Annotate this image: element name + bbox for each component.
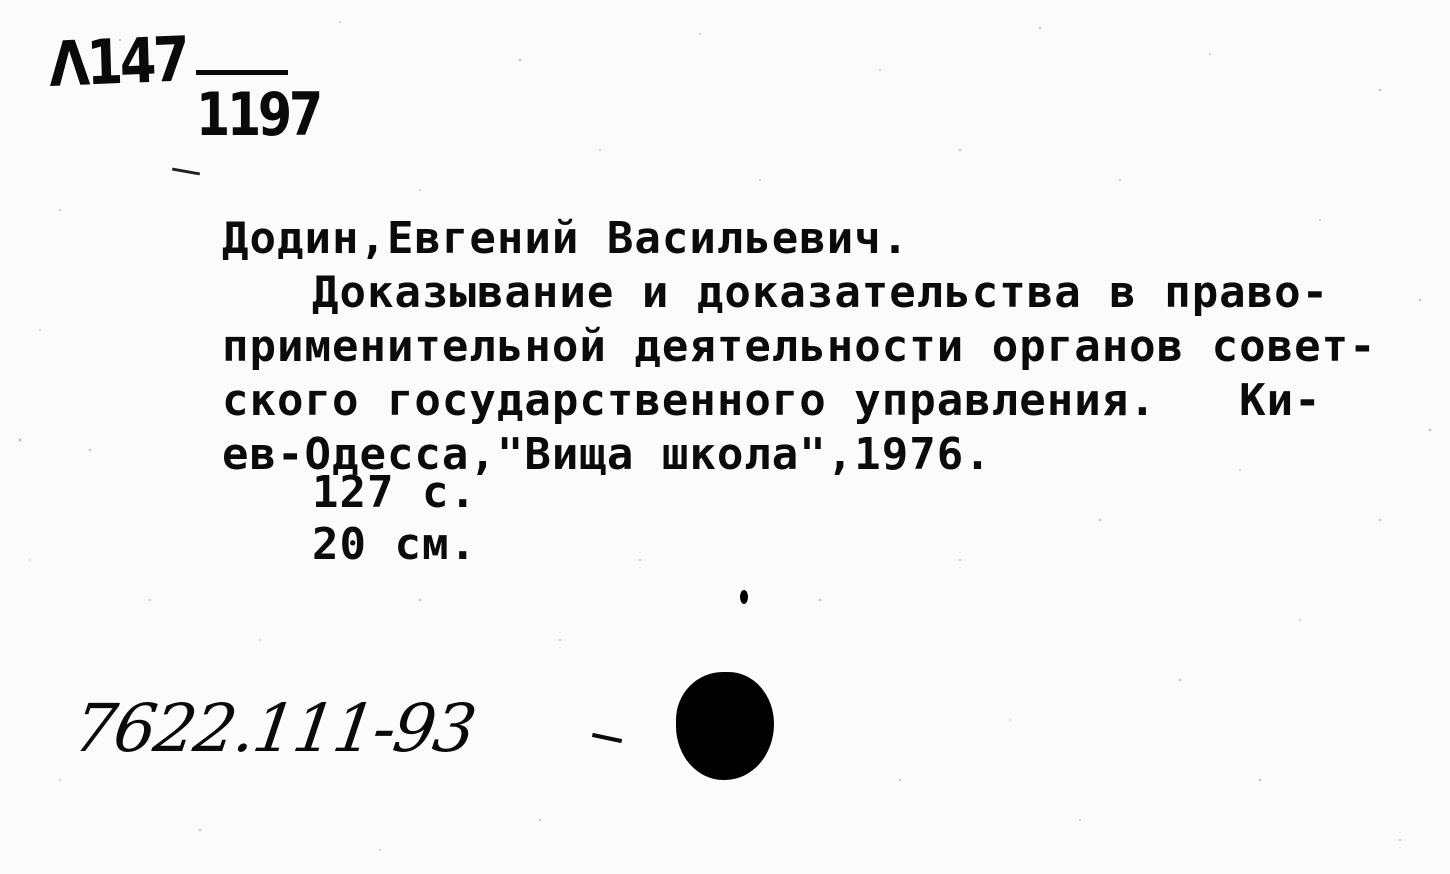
title-line: применительной деятельности органов совет-: [222, 321, 1377, 372]
title-line: Доказывание и доказательства в право-: [312, 267, 1330, 318]
ink-dot: [740, 590, 748, 604]
shelfmark-bottom: 1197: [196, 80, 320, 150]
page-count: 127 с.: [312, 467, 477, 518]
book-size: 20 см.: [312, 519, 477, 570]
shelfmark-top: Λ147: [48, 22, 188, 101]
author-line: Додин,Евгений Васильевич.: [222, 213, 910, 264]
title-line: ского государственного управления. Ки-: [222, 375, 1322, 426]
title-line: ев-Одесса,"Вища школа",1976.: [222, 429, 992, 480]
shelfmark-divider: [196, 70, 288, 75]
card-punch-hole: [676, 672, 774, 780]
inventory-number: 7622.111-93: [69, 690, 480, 767]
